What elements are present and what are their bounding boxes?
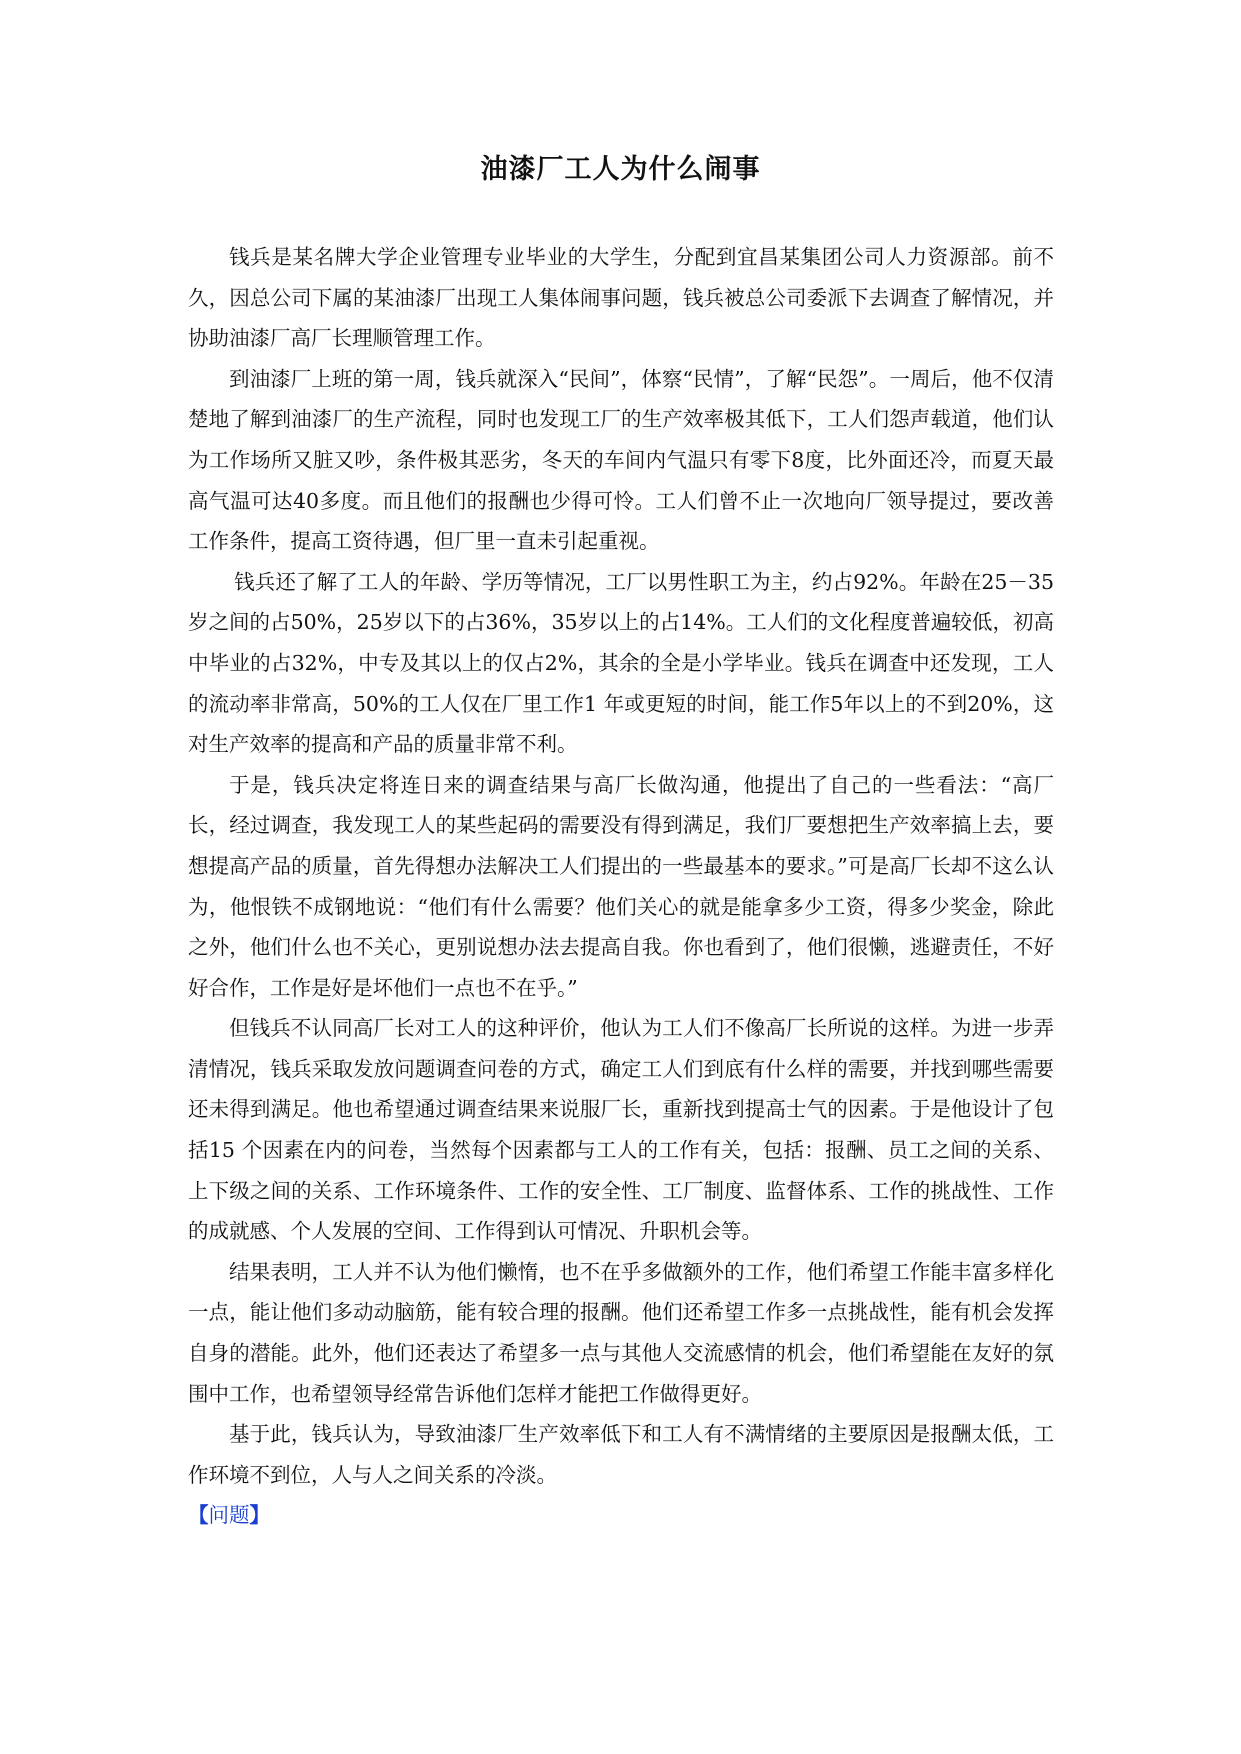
paragraph-first-week: 到油漆厂上班的第一周，钱兵就深入“民间”，体察“民情”，了解“民怨”。一周后，他不仅清楚地了解到油漆厂的生产流程，同时也发现工厂的生产效率极其低下，工人们怨声载道，他们认为工作场所又脏又吵，条件极其恶劣，冬天的车间内气温只有零下8度，比外面还冷，而夏天最高气温可达40多度。而且他们的报酬也少得可怜。工人们曾不止一次地向厂领导提过，要改善工作条件，提高工资待遇，但厂里一直未引起重视。: [188, 366, 1054, 554]
document-title: 油漆厂工人为什么闹事: [480, 154, 761, 185]
paragraph-conversation: 于是，钱兵决定将连日来的调查结果与高厂长做沟通，他提出了自己的一些看法：“高厂长，经过调查，我发现工人的某些起码的需要没有得到满足，我们厂要想把生产效率搞上去，要想提高产品的质量，首先得想办法解决工人们提出的一些最基本的要求。”可是高厂长却不这么认为，他恨铁不成钢地说：“他们有什么需要？他们关心的就是能拿多少工资，得多少奖金，除此之外，他们什么也不关心，更别说想办法去提高自我。你也看到了，他们很懒，逃避责任，不好好合作，工作是好是坏他们一点也不在乎。”: [188, 772, 1054, 1000]
paragraph-survey: 但钱兵不认同高厂长对工人的这种评价，他认为工人们不像高厂长所说的这样。为进一步弄清情况，钱兵采取发放问题调查问卷的方式，确定工人们到底有什么样的需要，并找到哪些需要还未得到满足。他也希望通过调查结果来说服厂长，重新找到提高士气的因素。于是他设计了包括15 个因素在内的问卷，当然每个因素都与工人的工作有关，包括：报酬、员工之间的关系、上下级之间的关系、工作环境条件、工作的安全性、工厂制度、监督体系、工作的挑战性、工作的成就感、个人发展的空间、工作得到认可情况、升职机会等。: [188, 1016, 1054, 1244]
question-open-bracket: 【: [188, 1503, 209, 1528]
paragraph-intro: 钱兵是某名牌大学企业管理专业毕业的大学生，分配到宜昌某集团公司人力资源部。前不久，因总公司下属的某油漆厂出现工人集体闹事问题，钱兵被总公司委派下去调查了解情况，并协助油漆厂高厂长理顺管理工作。: [188, 245, 1054, 351]
paragraph-results: 结果表明，工人并不认为他们懒惰，也不在乎多做额外的工作，他们希望工作能丰富多样化一点，能让他们多动动脑筋，能有较合理的报酬。他们还希望工作多一点挑战性，能有机会发挥自身的潜能。此外，他们还表达了希望多一点与其他人交流感情的机会，他们希望能在友好的氛围中工作，也希望领导经常告诉他们怎样才能把工作做得更好。: [188, 1259, 1054, 1406]
paragraph-worker-stats: 钱兵还了解了工人的年龄、学历等情况，工厂以男性职工为主，约占92%。年龄在25－35岁之间的占50%，25岁以下的占36%，35岁以上的占14%。工人们的文化程度普遍较低，初高中毕业的占32%，中专及其以上的仅占2%，其余的全是小学毕业。钱兵在调查中还发现，工人的流动率非常高，50%的工人仅在厂里工作1 年或更短的时间，能工作5年以上的不到20%，这对生产效率的提高和产品的质量非常不利。: [188, 569, 1054, 757]
document-body: [188, 237, 1054, 1536]
paragraph-conclusion: 基于此，钱兵认为，导致油漆厂生产效率低下和工人有不满情绪的主要原因是报酬太低，工作环境不到位，人与人之间关系的冷淡。: [188, 1422, 1054, 1487]
question-label: 问题: [208, 1503, 250, 1528]
question-heading: [188, 1495, 1054, 1536]
question-close-bracket: 】: [249, 1503, 270, 1528]
